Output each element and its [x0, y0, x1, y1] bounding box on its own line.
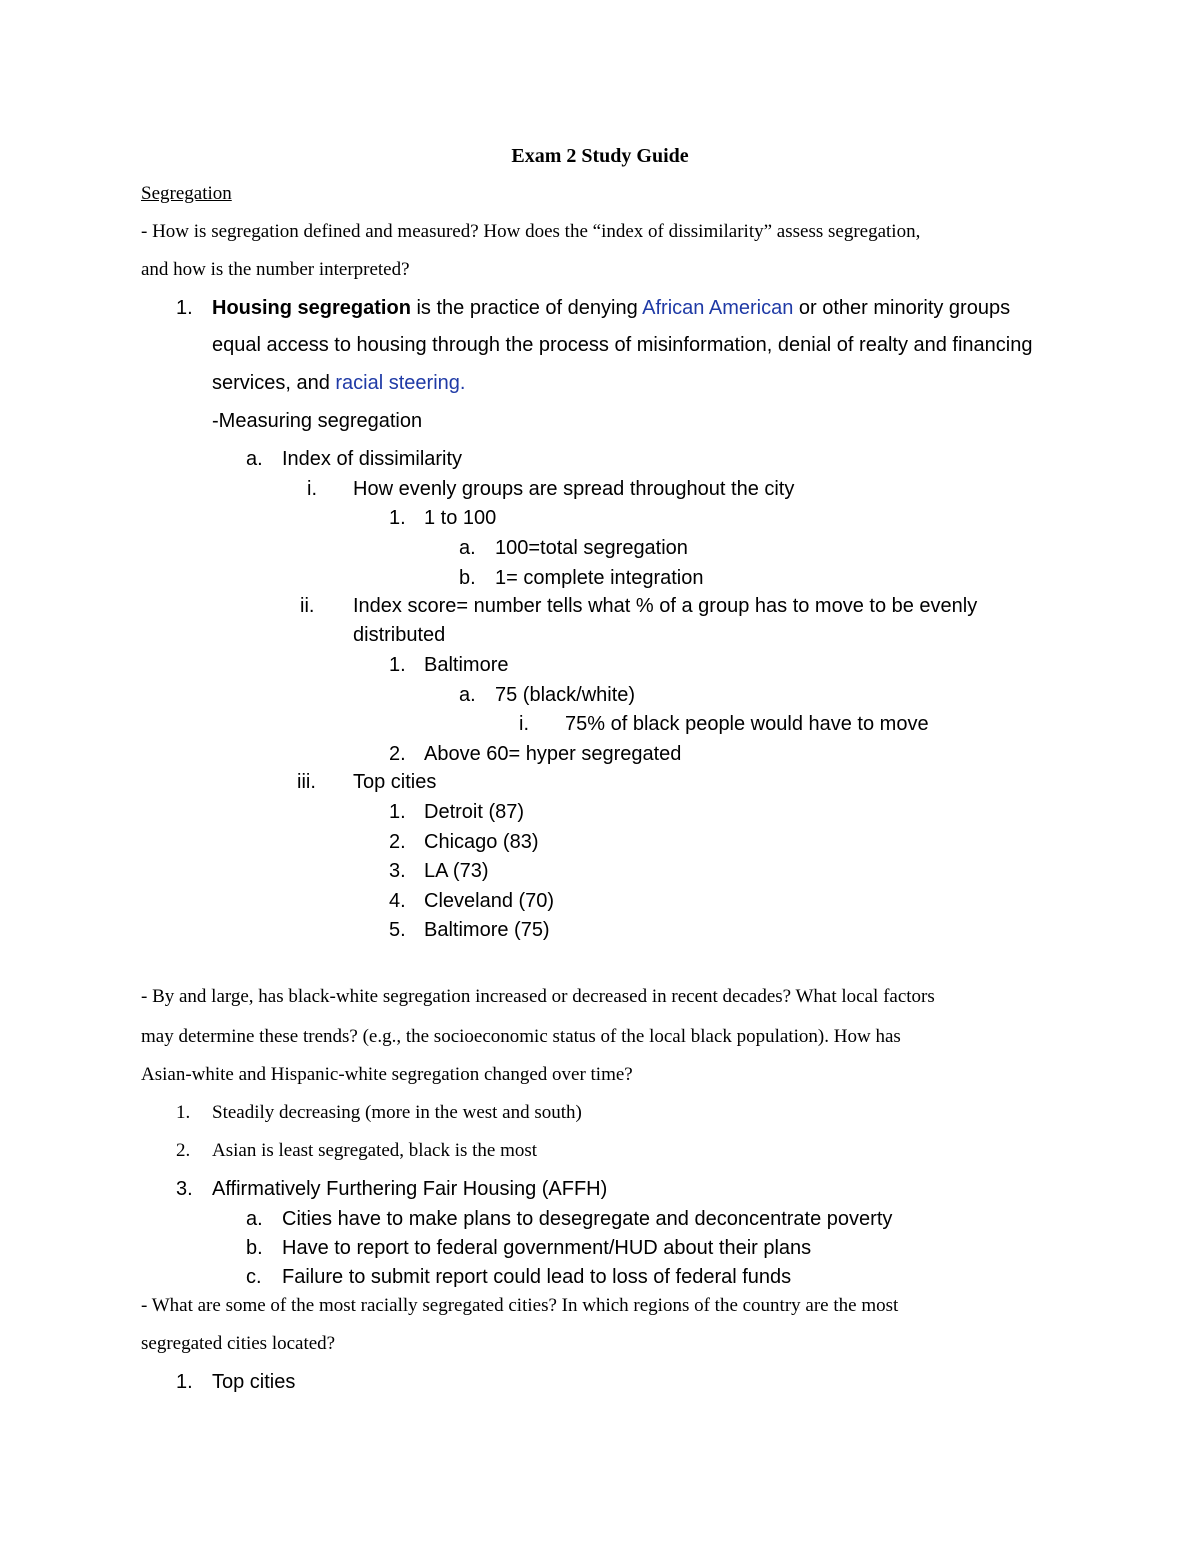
outline-i-marker: i. — [307, 478, 317, 500]
question-1-line-1: - How is segregation defined and measured? How does the “index of dissimilarity” assess segregation, — [141, 221, 921, 242]
definition-text-2: or other minority groups — [793, 297, 1011, 319]
outline-i1b-marker: b. — [459, 567, 476, 589]
q2-answer-3b-text: Have to report to federal government/HUD about their plans — [282, 1237, 812, 1259]
outline-iii-marker: iii. — [297, 771, 316, 793]
outline-ii1-text: Baltimore — [424, 654, 509, 676]
outline-a-text: Index of dissimilarity — [282, 448, 463, 470]
question-2-line-1: - By and large, has black-white segregation increased or decreased in recent decades? What local factors — [141, 986, 935, 1007]
definition-line-1 — [212, 298, 1010, 318]
city-5-marker: 5. — [389, 919, 406, 941]
question-1-line-2: and how is the number interpreted? — [141, 259, 410, 280]
q3-answer-1-marker: 1. — [176, 1371, 193, 1393]
q3-answer-1-text: Top cities — [212, 1371, 296, 1393]
q2-answer-3b-marker: b. — [246, 1237, 263, 1259]
outline-i1-marker: 1. — [389, 507, 406, 529]
outline-ii1a-text: 75 (black/white) — [495, 684, 636, 706]
outline-i1b-text: 1= complete integration — [495, 567, 704, 589]
q2-answer-1-text: Steadily decreasing (more in the west and south) — [212, 1102, 582, 1123]
outline-a-marker: a. — [246, 448, 263, 470]
outline-ii1-marker: 1. — [389, 654, 406, 676]
section-heading: Segregation — [141, 183, 232, 204]
outline-ii2-marker: 2. — [389, 743, 406, 765]
q2-answer-2-marker: 2. — [176, 1140, 191, 1161]
q2-answer-3a-text: Cities have to make plans to desegregate and deconcentrate poverty — [282, 1208, 893, 1230]
definition-text-1: is the practice of denying — [410, 297, 643, 319]
outline-ii1a-marker: a. — [459, 684, 476, 706]
city-2-marker: 2. — [389, 831, 406, 853]
definition-term: Housing segregation — [212, 297, 411, 319]
q2-answer-1-marker: 1. — [176, 1102, 191, 1123]
question-2-line-3: Asian-white and Hispanic-white segregation changed over time? — [141, 1064, 633, 1085]
q2-answer-2-text: Asian is least segregated, black is the most — [212, 1140, 538, 1161]
definition-period: . — [459, 372, 466, 394]
definition-text-3: services, and — [212, 372, 336, 394]
outline-ii-text-1: Index score= number tells what % of a group has to move to be evenly — [353, 595, 978, 617]
city-1-text: Detroit (87) — [424, 801, 525, 823]
city-2-text: Chicago (83) — [424, 831, 539, 853]
outline-ii2-text: Above 60= hyper segregated — [424, 743, 682, 765]
q2-answer-3-marker: 3. — [176, 1178, 193, 1200]
outline-i1a-text: 100=total segregation — [495, 537, 688, 559]
q2-answer-3c-text: Failure to submit report could lead to loss of federal funds — [282, 1266, 792, 1288]
city-5-text: Baltimore (75) — [424, 919, 550, 941]
question-3-line-2: segregated cities located? — [141, 1333, 336, 1354]
question-3-line-1: - What are some of the most racially segregated cities? In which regions of the country are the most — [141, 1295, 899, 1316]
outline-ii-text-2: distributed — [353, 624, 446, 646]
page-title: Exam 2 Study Guide — [511, 145, 689, 167]
definition-marker: 1. — [176, 297, 193, 319]
q2-answer-3c-marker: c. — [246, 1266, 262, 1288]
measuring-segregation: -Measuring segregation — [212, 410, 423, 432]
outline-ii1ai-marker: i. — [519, 713, 529, 735]
city-4-marker: 4. — [389, 890, 406, 912]
outline-ii-marker: ii. — [300, 595, 315, 617]
city-4-text: Cleveland (70) — [424, 890, 555, 912]
definition-line-3 — [212, 373, 465, 393]
outline-i-text: How evenly groups are spread throughout the city — [353, 478, 795, 500]
outline-i1-text: 1 to 100 — [424, 507, 497, 529]
outline-i1a-marker: a. — [459, 537, 476, 559]
city-1-marker: 1. — [389, 801, 406, 823]
city-3-text: LA (73) — [424, 860, 489, 882]
q2-answer-3-text: Affirmatively Furthering Fair Housing (AFFH) — [212, 1178, 608, 1200]
city-3-marker: 3. — [389, 860, 406, 882]
question-2-line-2: may determine these trends? (e.g., the socioeconomic status of the local black population). How has — [141, 1026, 901, 1047]
outline-iii-text: Top cities — [353, 771, 437, 793]
african-american-link[interactable]: African American — [642, 297, 794, 319]
racial-steering-link[interactable]: racial steering — [335, 372, 460, 394]
definition-line-2: equal access to housing through the process of misinformation, denial of realty and financing — [212, 334, 1033, 356]
outline-ii1ai-text: 75% of black people would have to move — [565, 713, 929, 735]
q2-answer-3a-marker: a. — [246, 1208, 263, 1230]
